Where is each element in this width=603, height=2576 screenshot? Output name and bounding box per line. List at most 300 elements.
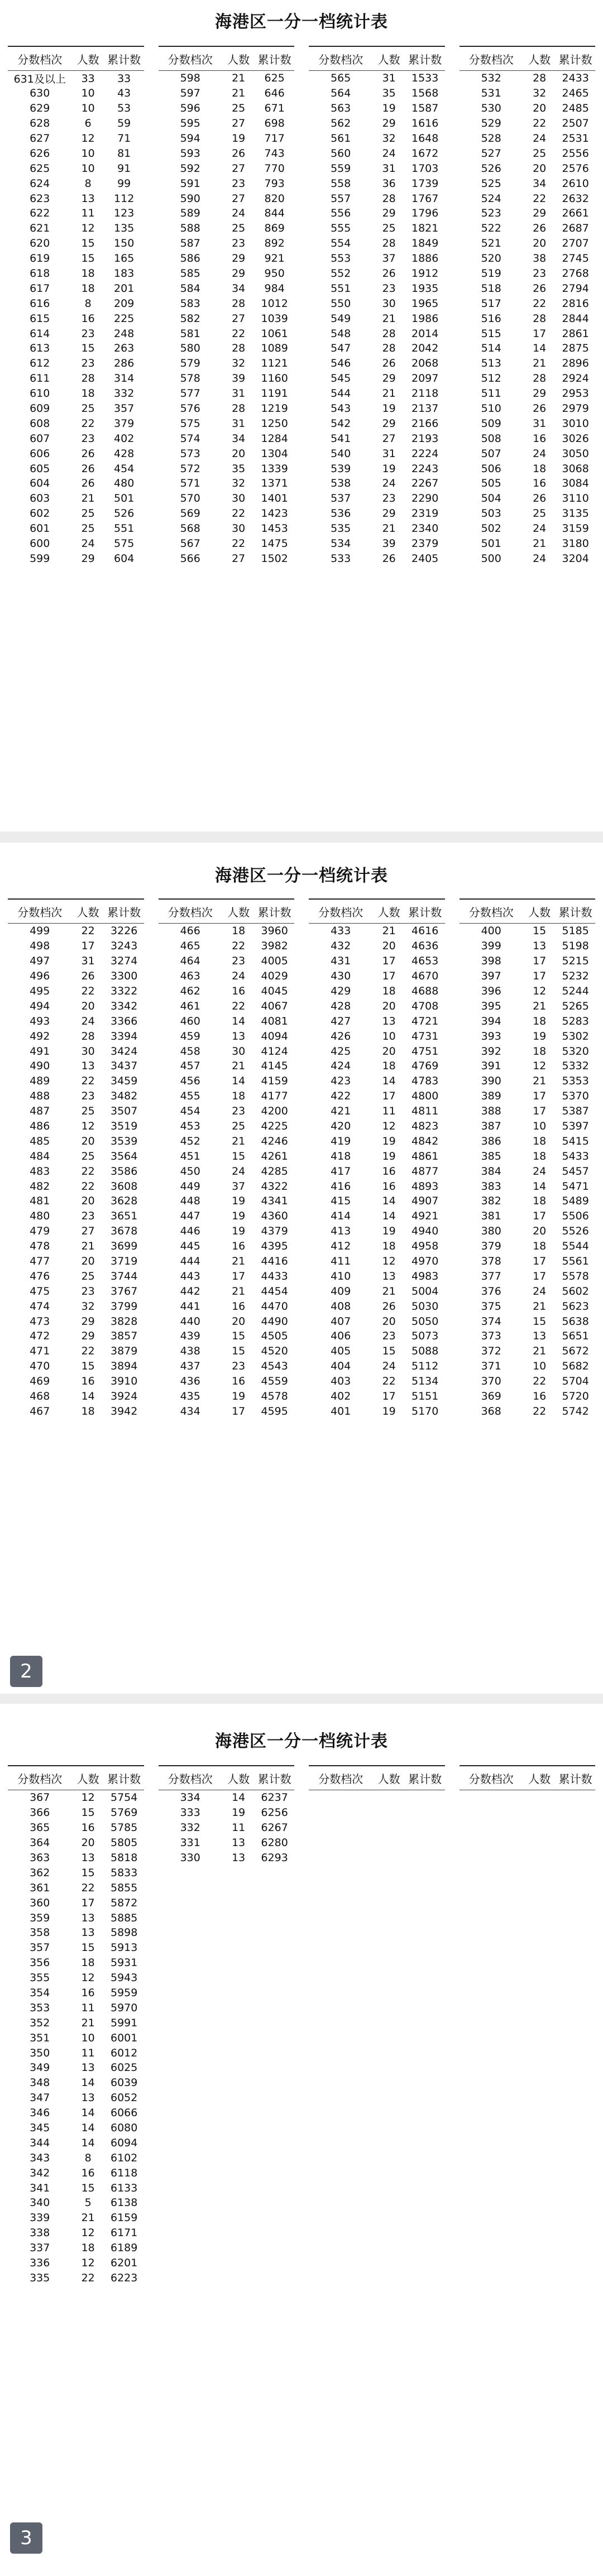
table-row bbox=[309, 551, 445, 566]
cumulative-cell: 5170 bbox=[411, 1405, 439, 1417]
page-2 bbox=[0, 843, 603, 1694]
cumulative-cell: 6094 bbox=[111, 2136, 138, 2149]
score-cell: 517 bbox=[481, 297, 501, 310]
score-cell: 490 bbox=[30, 1060, 50, 1073]
table-row bbox=[8, 1133, 144, 1148]
cumulative-cell: 201 bbox=[114, 282, 135, 295]
cumulative-cell: 2193 bbox=[411, 432, 439, 445]
header-cell: 累计数 bbox=[408, 52, 442, 66]
count-cell: 10 bbox=[81, 102, 95, 115]
table-row bbox=[8, 939, 144, 954]
score-cell: 408 bbox=[331, 1300, 351, 1313]
table-row bbox=[460, 954, 596, 969]
count-cell: 21 bbox=[232, 87, 246, 100]
cumulative-cell: 480 bbox=[114, 477, 135, 490]
cumulative-cell: 1648 bbox=[411, 132, 439, 145]
table-row bbox=[309, 326, 445, 341]
table-row bbox=[159, 461, 295, 476]
score-cell: 448 bbox=[180, 1195, 200, 1208]
score-cell: 410 bbox=[331, 1270, 351, 1282]
count-cell: 25 bbox=[232, 102, 246, 115]
count-cell: 13 bbox=[232, 1837, 246, 1849]
table-row bbox=[460, 176, 596, 191]
score-cell: 444 bbox=[180, 1255, 200, 1268]
count-cell: 24 bbox=[533, 132, 547, 145]
table-row bbox=[8, 1805, 144, 1820]
score-cell: 630 bbox=[30, 87, 50, 100]
score-cell: 605 bbox=[30, 462, 50, 475]
cumulative-cell: 770 bbox=[264, 162, 285, 175]
score-cell: 536 bbox=[331, 507, 351, 520]
count-cell: 35 bbox=[232, 462, 246, 475]
page-title: 海港区一分一档统计表 bbox=[215, 866, 388, 886]
score-cell: 446 bbox=[180, 1225, 200, 1238]
cumulative-cell: 1821 bbox=[411, 222, 439, 235]
count-cell: 19 bbox=[232, 1210, 246, 1223]
cumulative-cell: 2507 bbox=[562, 117, 589, 130]
table-row bbox=[8, 1865, 144, 1880]
table-row bbox=[309, 116, 445, 131]
score-cell: 430 bbox=[331, 970, 351, 983]
count-cell: 29 bbox=[382, 417, 396, 430]
score-cell: 545 bbox=[331, 372, 351, 385]
count-cell: 16 bbox=[81, 1375, 95, 1388]
cumulative-cell: 4653 bbox=[411, 955, 439, 968]
cumulative-cell: 5415 bbox=[562, 1135, 589, 1147]
cumulative-cell: 5561 bbox=[562, 1255, 589, 1268]
score-cell: 516 bbox=[481, 312, 501, 325]
count-cell: 23 bbox=[81, 1210, 95, 1223]
count-cell: 20 bbox=[382, 1315, 396, 1328]
cumulative-cell: 4225 bbox=[261, 1120, 288, 1133]
count-cell: 13 bbox=[81, 1060, 95, 1073]
cumulative-cell: 59 bbox=[117, 117, 131, 130]
score-cell: 435 bbox=[180, 1390, 200, 1403]
count-cell: 10 bbox=[81, 162, 95, 175]
count-cell: 10 bbox=[81, 87, 95, 100]
score-cell: 547 bbox=[331, 342, 351, 355]
cumulative-cell: 4246 bbox=[261, 1135, 288, 1147]
table-row bbox=[8, 536, 144, 551]
score-cell: 454 bbox=[180, 1105, 200, 1118]
cumulative-cell: 2485 bbox=[562, 102, 589, 115]
table-row bbox=[460, 221, 596, 236]
score-cell: 427 bbox=[331, 1015, 351, 1027]
cumulative-cell: 4595 bbox=[261, 1405, 288, 1417]
table-row bbox=[8, 1224, 144, 1239]
cumulative-cell: 3894 bbox=[111, 1360, 138, 1373]
table-row bbox=[8, 266, 144, 281]
score-cell: 369 bbox=[481, 1390, 501, 1403]
cumulative-cell: 5244 bbox=[562, 985, 589, 997]
count-cell: 22 bbox=[81, 1165, 95, 1178]
count-cell: 15 bbox=[81, 237, 95, 250]
count-cell: 18 bbox=[533, 462, 547, 475]
count-cell: 21 bbox=[81, 1240, 95, 1253]
cumulative-cell: 3322 bbox=[111, 985, 138, 997]
table-row bbox=[8, 984, 144, 999]
score-cell: 374 bbox=[481, 1315, 501, 1328]
score-cell: 340 bbox=[30, 2197, 50, 2209]
count-cell: 12 bbox=[81, 2257, 95, 2270]
cumulative-cell: 5215 bbox=[562, 955, 589, 968]
cumulative-cell: 4145 bbox=[261, 1060, 288, 1073]
score-cell: 621 bbox=[30, 222, 50, 235]
cumulative-cell: 248 bbox=[114, 327, 135, 340]
cumulative-cell: 1039 bbox=[261, 312, 288, 325]
table-row bbox=[309, 1404, 445, 1419]
cumulative-cell: 5623 bbox=[562, 1300, 589, 1313]
table-column-block bbox=[8, 898, 144, 1419]
score-cell: 524 bbox=[481, 192, 501, 205]
score-cell: 608 bbox=[30, 417, 50, 430]
score-cell: 566 bbox=[180, 552, 200, 565]
count-cell: 26 bbox=[382, 1300, 396, 1313]
score-cell: 437 bbox=[180, 1360, 200, 1373]
score-cell: 583 bbox=[180, 297, 200, 310]
score-cell: 550 bbox=[331, 297, 351, 310]
score-cell: 460 bbox=[180, 1015, 200, 1027]
table-row bbox=[309, 446, 445, 461]
table-row bbox=[159, 326, 295, 341]
score-cell: 581 bbox=[180, 327, 200, 340]
score-cell: 353 bbox=[30, 2001, 50, 2014]
score-cell: 445 bbox=[180, 1240, 200, 1253]
page-1 bbox=[0, 0, 603, 832]
table-row bbox=[159, 1820, 295, 1835]
count-cell: 31 bbox=[81, 955, 95, 968]
table-row bbox=[460, 341, 596, 356]
cumulative-cell: 5471 bbox=[562, 1180, 589, 1193]
table-row bbox=[460, 939, 596, 954]
score-cell: 339 bbox=[30, 2212, 50, 2224]
table-row bbox=[159, 536, 295, 551]
cumulative-cell: 4958 bbox=[411, 1240, 439, 1253]
cumulative-cell: 5931 bbox=[111, 1957, 138, 1969]
table-row bbox=[309, 416, 445, 431]
table-column-block bbox=[460, 46, 596, 566]
table-row bbox=[159, 1013, 295, 1029]
stat-table bbox=[8, 46, 595, 566]
score-cell: 385 bbox=[481, 1150, 501, 1162]
count-cell: 38 bbox=[533, 252, 547, 265]
cumulative-cell: 6280 bbox=[261, 1837, 288, 1849]
cumulative-cell: 5232 bbox=[562, 970, 589, 983]
table-row bbox=[8, 2256, 144, 2271]
table-row bbox=[8, 2121, 144, 2136]
cumulative-cell: 5050 bbox=[411, 1315, 439, 1328]
score-cell: 514 bbox=[481, 342, 501, 355]
cumulative-cell: 4490 bbox=[261, 1315, 288, 1328]
cumulative-cell: 43 bbox=[117, 87, 131, 100]
cumulative-cell: 6159 bbox=[111, 2212, 138, 2224]
cumulative-cell: 5682 bbox=[562, 1360, 589, 1373]
cumulative-cell: 4688 bbox=[411, 985, 439, 997]
table-row bbox=[159, 506, 295, 521]
table-row bbox=[8, 1119, 144, 1134]
score-cell: 457 bbox=[180, 1060, 200, 1073]
table-row bbox=[460, 416, 596, 431]
cumulative-cell: 4940 bbox=[411, 1225, 439, 1238]
score-cell: 480 bbox=[30, 1210, 50, 1223]
count-cell: 30 bbox=[81, 1045, 95, 1058]
score-cell: 349 bbox=[30, 2061, 50, 2074]
count-cell: 26 bbox=[382, 357, 396, 370]
table-row bbox=[159, 998, 295, 1013]
count-cell: 24 bbox=[232, 207, 246, 220]
count-cell: 13 bbox=[81, 2061, 95, 2074]
table-row bbox=[8, 2135, 144, 2150]
score-cell: 609 bbox=[30, 402, 50, 415]
count-cell: 17 bbox=[533, 1270, 547, 1282]
cumulative-cell: 1339 bbox=[261, 462, 288, 475]
score-cell: 498 bbox=[30, 940, 50, 953]
score-cell: 623 bbox=[30, 192, 50, 205]
count-cell: 10 bbox=[533, 1120, 547, 1133]
cumulative-cell: 1191 bbox=[261, 387, 288, 400]
table-row bbox=[8, 251, 144, 266]
count-cell: 18 bbox=[382, 1240, 396, 1253]
table-row bbox=[8, 2015, 144, 2030]
score-cell: 627 bbox=[30, 132, 50, 145]
score-cell: 431 bbox=[331, 955, 351, 968]
cumulative-cell: 6012 bbox=[111, 2046, 138, 2059]
cumulative-cell: 81 bbox=[117, 147, 131, 160]
cumulative-cell: 5872 bbox=[111, 1896, 138, 1909]
cumulative-cell: 793 bbox=[264, 177, 285, 190]
count-cell: 13 bbox=[533, 1330, 547, 1343]
table-row bbox=[159, 1359, 295, 1374]
table-row bbox=[460, 116, 596, 131]
cumulative-cell: 3857 bbox=[111, 1330, 138, 1343]
score-cell: 592 bbox=[180, 162, 200, 175]
header-cell: 分数档次 bbox=[17, 52, 63, 66]
cumulative-cell: 2405 bbox=[411, 552, 439, 565]
count-cell: 16 bbox=[232, 985, 246, 997]
score-cell: 471 bbox=[30, 1345, 50, 1358]
cumulative-cell: 4983 bbox=[411, 1270, 439, 1282]
count-cell: 27 bbox=[232, 117, 246, 130]
count-cell: 21 bbox=[533, 999, 547, 1012]
score-cell: 574 bbox=[180, 432, 200, 445]
score-cell: 411 bbox=[331, 1255, 351, 1268]
score-cell: 606 bbox=[30, 447, 50, 460]
cumulative-cell: 5004 bbox=[411, 1285, 439, 1297]
score-cell: 336 bbox=[30, 2257, 50, 2270]
table-row bbox=[159, 924, 295, 939]
count-cell: 18 bbox=[232, 1090, 246, 1103]
cumulative-cell: 2979 bbox=[562, 402, 589, 415]
score-cell: 626 bbox=[30, 147, 50, 160]
score-cell: 540 bbox=[331, 447, 351, 460]
cumulative-cell: 671 bbox=[264, 102, 285, 115]
score-cell: 391 bbox=[481, 1060, 501, 1073]
score-cell: 492 bbox=[30, 1030, 50, 1042]
cumulative-cell: 6267 bbox=[261, 1822, 288, 1834]
table-row bbox=[309, 1089, 445, 1104]
score-cell: 625 bbox=[30, 162, 50, 175]
score-cell: 541 bbox=[331, 432, 351, 445]
table-row bbox=[8, 491, 144, 506]
cumulative-cell: 1012 bbox=[261, 297, 288, 310]
score-cell: 390 bbox=[481, 1075, 501, 1088]
cumulative-cell: 5638 bbox=[562, 1315, 589, 1328]
cumulative-cell: 2224 bbox=[411, 447, 439, 460]
table-row bbox=[8, 1209, 144, 1224]
cumulative-cell: 5720 bbox=[562, 1390, 589, 1403]
table-row bbox=[8, 191, 144, 206]
score-cell: 580 bbox=[180, 342, 200, 355]
table-row bbox=[309, 86, 445, 101]
score-cell: 575 bbox=[180, 417, 200, 430]
cumulative-cell: 5489 bbox=[562, 1195, 589, 1208]
cumulative-cell: 4559 bbox=[261, 1375, 288, 1388]
score-cell: 464 bbox=[180, 955, 200, 968]
table-row bbox=[8, 506, 144, 521]
cumulative-cell: 4616 bbox=[411, 925, 439, 938]
table-row bbox=[309, 296, 445, 311]
table-row bbox=[460, 1404, 596, 1419]
cumulative-cell: 2861 bbox=[562, 327, 589, 340]
cumulative-cell: 698 bbox=[264, 117, 285, 130]
count-cell: 22 bbox=[81, 1881, 95, 1894]
score-cell: 601 bbox=[30, 522, 50, 535]
cumulative-cell: 2875 bbox=[562, 342, 589, 355]
score-cell: 522 bbox=[481, 222, 501, 235]
cumulative-cell: 3068 bbox=[562, 462, 589, 475]
header-cell: 人数 bbox=[76, 905, 99, 919]
count-cell: 15 bbox=[81, 1360, 95, 1373]
cumulative-cell: 1304 bbox=[261, 447, 288, 460]
score-cell: 449 bbox=[180, 1180, 200, 1193]
score-cell: 607 bbox=[30, 432, 50, 445]
cumulative-cell: 1849 bbox=[411, 237, 439, 250]
table-row bbox=[460, 1299, 596, 1314]
cumulative-cell: 4341 bbox=[261, 1195, 288, 1208]
score-cell: 420 bbox=[331, 1120, 351, 1133]
cumulative-cell: 4454 bbox=[261, 1285, 288, 1297]
score-cell: 599 bbox=[30, 552, 50, 565]
table-row bbox=[159, 1254, 295, 1269]
cumulative-cell: 5769 bbox=[111, 1806, 138, 1819]
cumulative-cell: 3924 bbox=[111, 1390, 138, 1403]
cumulative-cell: 5088 bbox=[411, 1345, 439, 1358]
table-row bbox=[8, 2195, 144, 2210]
score-cell: 422 bbox=[331, 1090, 351, 1103]
cumulative-cell: 526 bbox=[114, 507, 135, 520]
table-row bbox=[8, 356, 144, 371]
table-row bbox=[159, 1239, 295, 1254]
score-cell: 529 bbox=[481, 117, 501, 130]
table-row bbox=[309, 1389, 445, 1404]
score-cell: 459 bbox=[180, 1030, 200, 1042]
score-cell: 356 bbox=[30, 1957, 50, 1969]
count-cell: 21 bbox=[382, 387, 396, 400]
cumulative-cell: 5785 bbox=[111, 1822, 138, 1834]
cumulative-cell: 575 bbox=[114, 537, 135, 550]
table-row bbox=[8, 1013, 144, 1029]
score-cell: 593 bbox=[180, 147, 200, 160]
count-cell: 28 bbox=[533, 312, 547, 325]
cumulative-cell: 4177 bbox=[261, 1090, 288, 1103]
count-cell: 16 bbox=[81, 1987, 95, 2000]
table-row bbox=[8, 924, 144, 939]
score-cell: 465 bbox=[180, 940, 200, 953]
score-cell: 352 bbox=[30, 2016, 50, 2029]
cumulative-cell: 1121 bbox=[261, 357, 288, 370]
count-cell: 23 bbox=[232, 1360, 246, 1373]
cumulative-cell: 4505 bbox=[261, 1330, 288, 1343]
table-row bbox=[309, 1329, 445, 1344]
table-row bbox=[159, 1029, 295, 1044]
count-cell: 17 bbox=[533, 327, 547, 340]
cumulative-cell: 5805 bbox=[111, 1837, 138, 1849]
score-cell: 370 bbox=[481, 1375, 501, 1388]
score-cell: 443 bbox=[180, 1270, 200, 1282]
count-cell: 8 bbox=[84, 297, 92, 310]
cumulative-cell: 5353 bbox=[562, 1075, 589, 1088]
cumulative-cell: 4842 bbox=[411, 1135, 439, 1147]
table-row bbox=[460, 386, 596, 401]
header-cell: 累计数 bbox=[408, 905, 442, 919]
table-row bbox=[309, 1059, 445, 1074]
cumulative-cell: 4861 bbox=[411, 1150, 439, 1162]
count-cell: 12 bbox=[382, 1255, 396, 1268]
score-cell: 570 bbox=[180, 492, 200, 505]
cumulative-cell: 33 bbox=[117, 72, 131, 85]
table-row bbox=[8, 71, 144, 86]
count-cell: 22 bbox=[81, 985, 95, 997]
table-row bbox=[8, 101, 144, 116]
table-row bbox=[309, 1268, 445, 1284]
cumulative-cell: 4081 bbox=[261, 1015, 288, 1027]
count-cell: 14 bbox=[81, 1390, 95, 1403]
table-row bbox=[309, 401, 445, 416]
count-cell: 28 bbox=[232, 402, 246, 415]
score-cell: 395 bbox=[481, 999, 501, 1012]
count-cell: 21 bbox=[232, 1135, 246, 1147]
table-row bbox=[159, 266, 295, 281]
count-cell: 14 bbox=[533, 1180, 547, 1193]
count-cell: 27 bbox=[232, 312, 246, 325]
table-row bbox=[309, 998, 445, 1013]
cumulative-cell: 71 bbox=[117, 132, 131, 145]
table-row bbox=[309, 176, 445, 191]
table-row bbox=[8, 296, 144, 311]
page-number-badge: 3 bbox=[10, 2522, 42, 2554]
count-cell: 29 bbox=[382, 207, 396, 220]
score-cell: 604 bbox=[30, 477, 50, 490]
table-row bbox=[309, 1239, 445, 1254]
cumulative-cell: 3719 bbox=[111, 1255, 138, 1268]
count-cell: 23 bbox=[232, 1105, 246, 1118]
cumulative-cell: 6171 bbox=[111, 2227, 138, 2239]
cumulative-cell: 3699 bbox=[111, 1240, 138, 1253]
count-cell: 23 bbox=[81, 1090, 95, 1103]
score-cell: 384 bbox=[481, 1165, 501, 1178]
score-cell: 565 bbox=[331, 72, 351, 85]
cumulative-cell: 2379 bbox=[411, 537, 439, 550]
cumulative-cell: 286 bbox=[114, 357, 135, 370]
table-row bbox=[159, 221, 295, 236]
table-row bbox=[8, 1148, 144, 1164]
cumulative-cell: 112 bbox=[114, 192, 135, 205]
count-cell: 13 bbox=[232, 1852, 246, 1864]
count-cell: 13 bbox=[81, 1911, 95, 1924]
count-cell: 21 bbox=[232, 1255, 246, 1268]
header-cell: 人数 bbox=[227, 52, 250, 66]
table-row bbox=[8, 86, 144, 101]
